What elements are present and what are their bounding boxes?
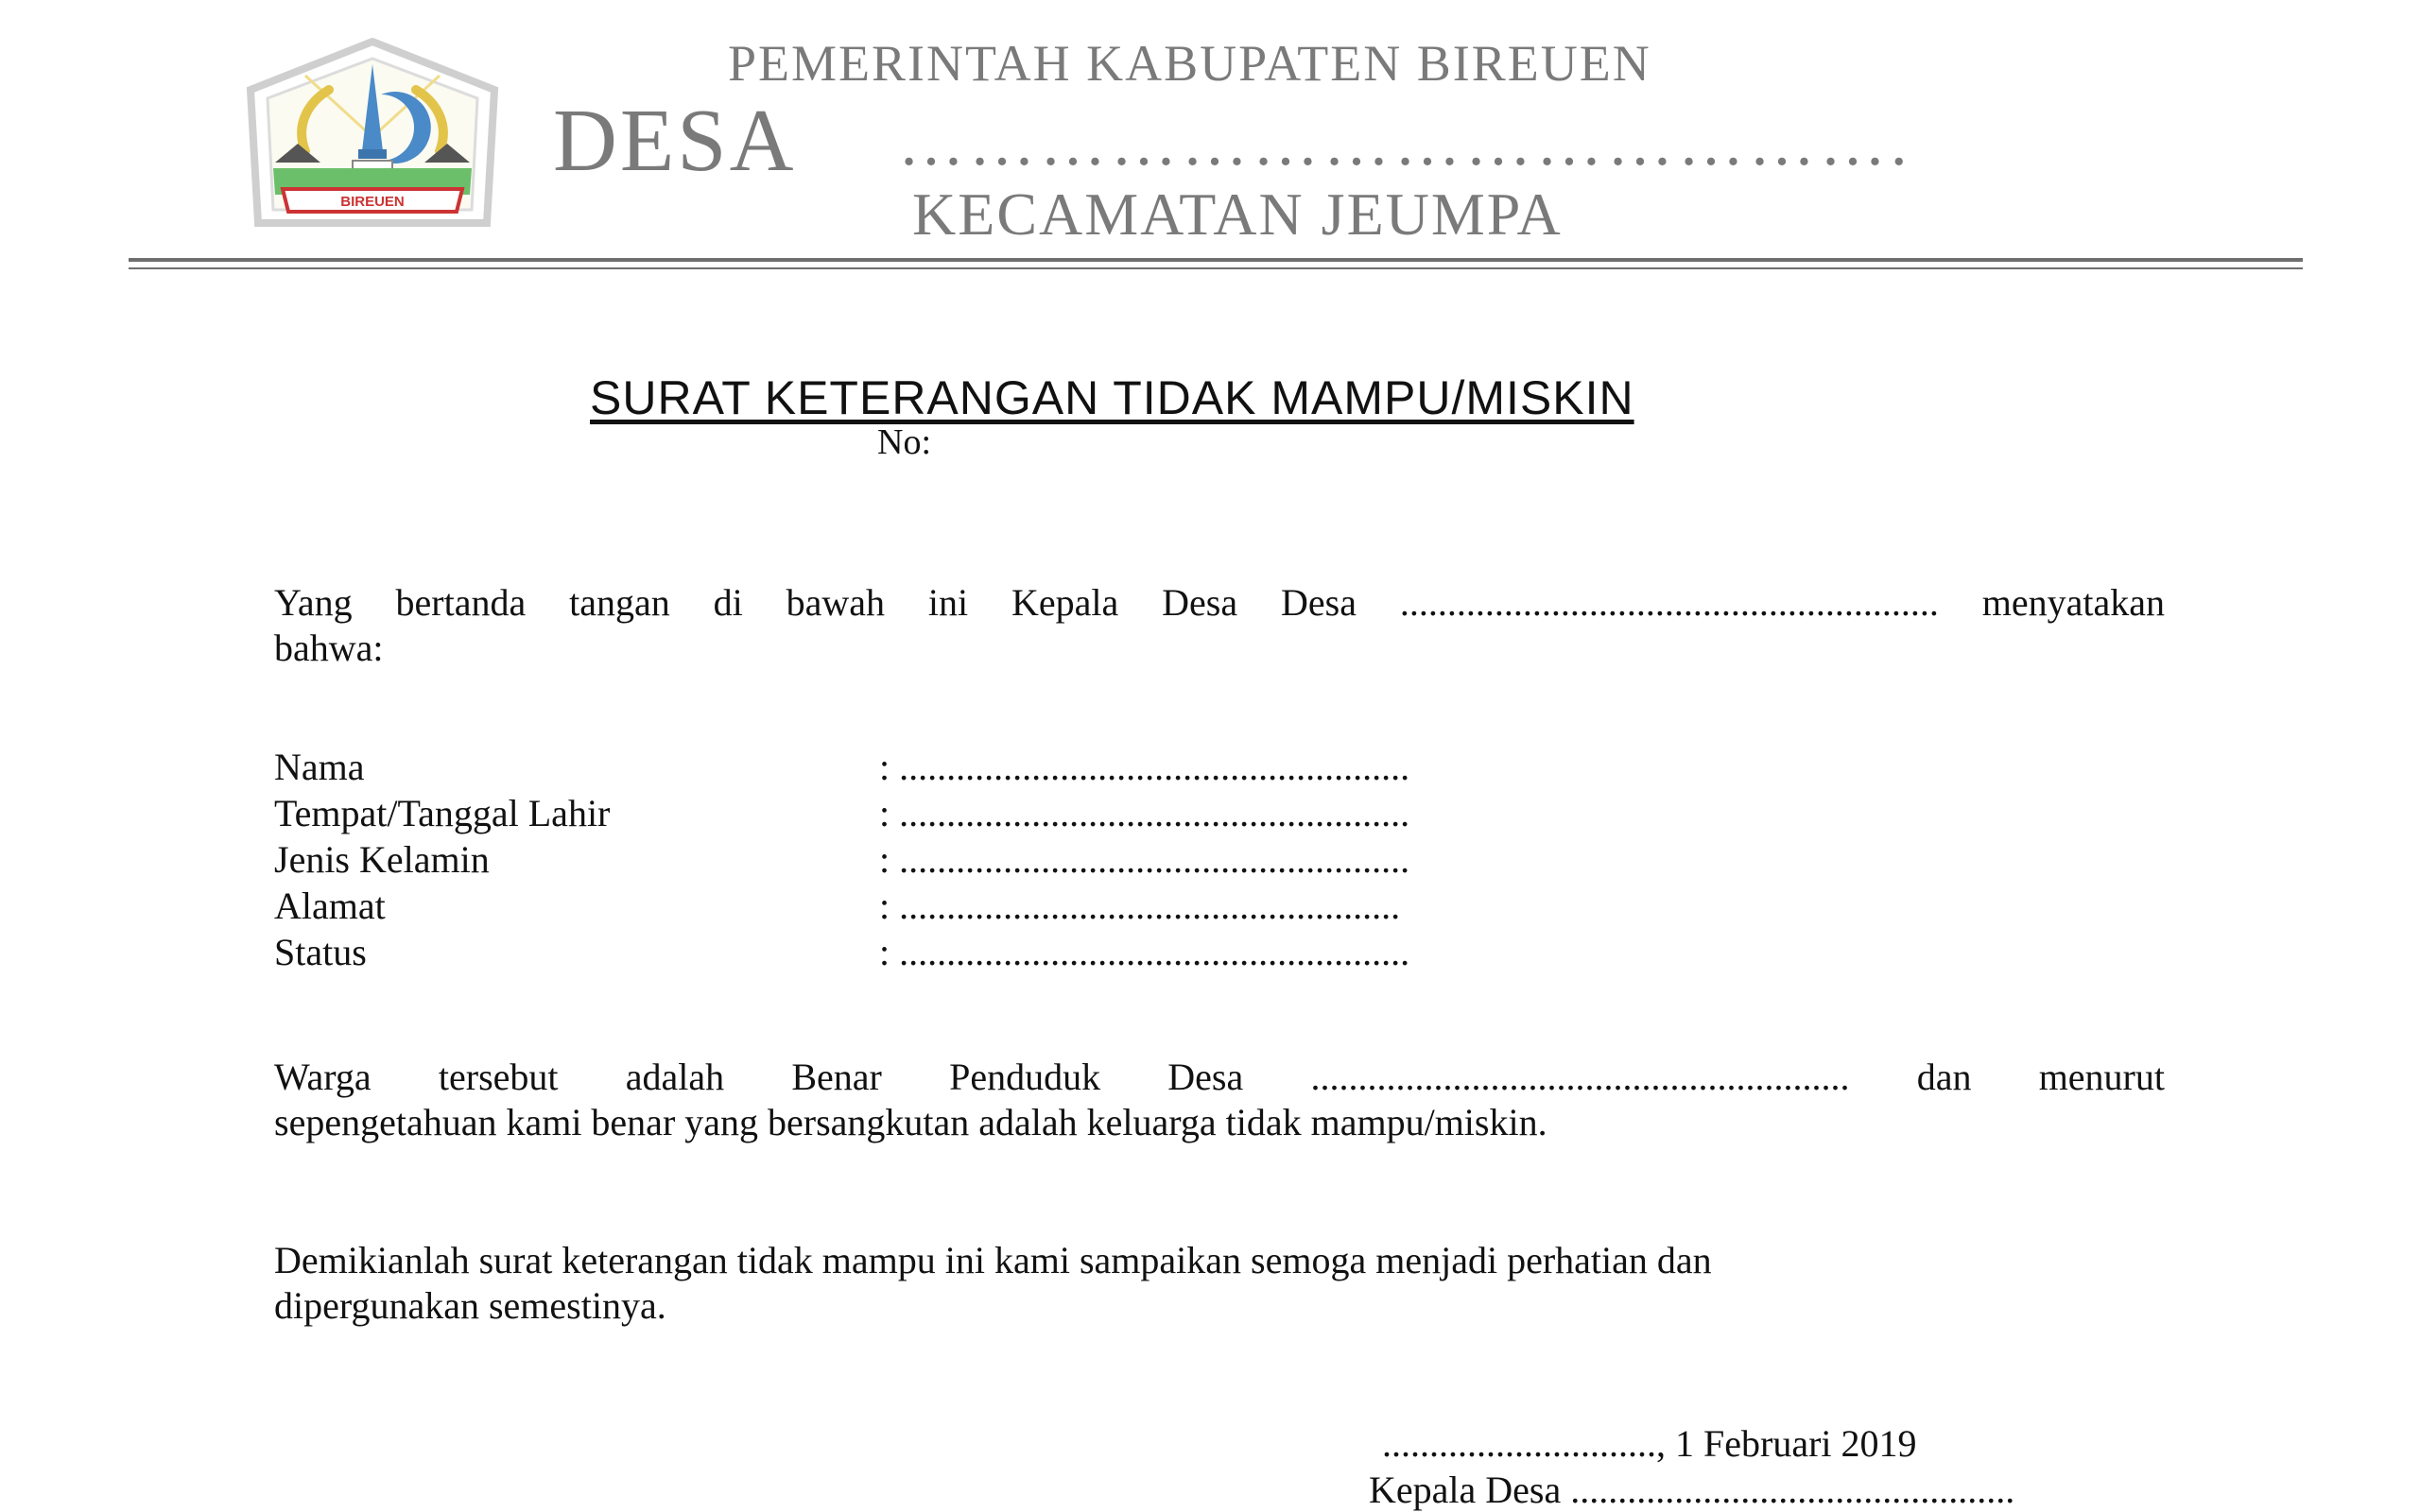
field-value-jenis-kelamin: : ...................................................... — [879, 838, 1410, 881]
intro-line-1: Yang bertanda tangan di bawah ini Kepala Desa Desa ......................................................... menyatakan — [274, 581, 2165, 624]
field-value-status: : ...................................................... — [879, 931, 1410, 973]
field-label-tempat-tanggal-lahir: Tempat/Tanggal Lahir — [274, 792, 611, 834]
letterhead-village-label: DESA — [553, 92, 797, 190]
signature-place-date: ............................., 1 Februari 2019 — [1382, 1422, 1917, 1465]
letterhead-divider-thin — [129, 267, 2303, 269]
letterhead-village-placeholder: ……………………………………. — [898, 107, 1912, 180]
field-label-nama: Nama — [274, 746, 365, 788]
closing-paragraph — [274, 1238, 2165, 1329]
field-label-alamat: Alamat — [274, 885, 386, 927]
closing-line-2: dipergunakan semestinya. — [274, 1284, 666, 1327]
letterhead-divider-thick — [129, 258, 2303, 262]
signature-title: Kepala Desa ............................................... — [1369, 1469, 2015, 1511]
field-value-nama: : ...................................................... — [879, 746, 1410, 788]
intro-line-2: bahwa: — [274, 627, 384, 669]
svg-text:BIREUEN: BIREUEN — [340, 194, 405, 210]
bireuen-regency-logo — [239, 38, 506, 229]
statement-line-2: sepengetahuan kami benar yang bersangkutan adalah keluarga tidak mampu/miskin. — [274, 1101, 1547, 1143]
statement-paragraph — [274, 1055, 2165, 1145]
document-title: SURAT KETERANGAN TIDAK MAMPU/MISKIN — [590, 371, 1634, 424]
letterhead-district: KECAMATAN JEUMPA — [912, 180, 1563, 248]
statement-line-1: Warga tersebut adalah Benar Penduduk Desa ......................................................... dan menurut — [274, 1056, 2165, 1098]
field-value-alamat: : ..................................................... — [879, 885, 1401, 927]
field-value-tempat-tanggal-lahir: : ...................................................... — [879, 792, 1410, 834]
document-number-label: No: — [877, 422, 931, 462]
intro-paragraph — [274, 580, 2165, 671]
closing-line-1: Demikianlah surat keterangan tidak mampu ini kami sampaikan semoga menjadi perhatian dan — [274, 1239, 1712, 1281]
letterhead-government: PEMERINTAH KABUPATEN BIREUEN — [728, 35, 1651, 92]
field-label-status: Status — [274, 931, 367, 973]
field-label-jenis-kelamin: Jenis Kelamin — [274, 838, 490, 881]
